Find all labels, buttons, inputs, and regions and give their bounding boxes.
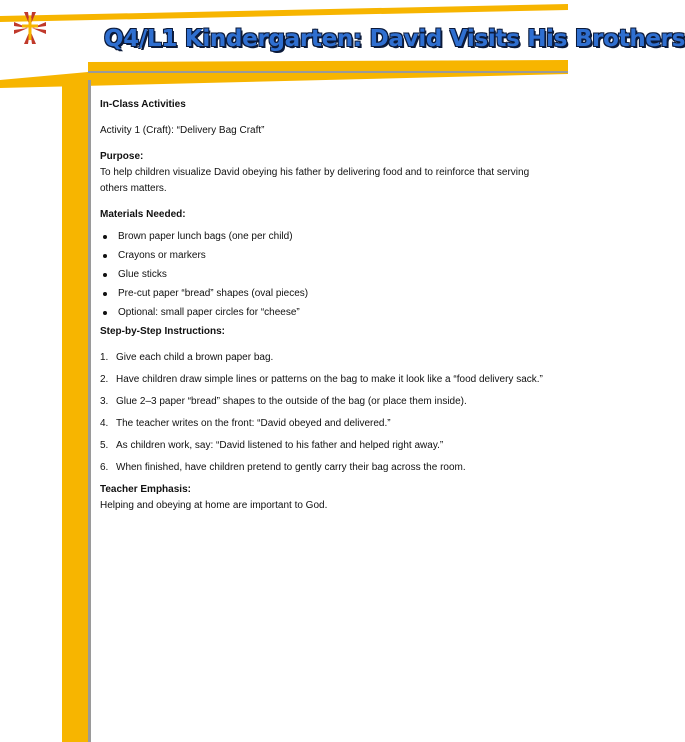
list-item [100, 416, 548, 432]
materials-label: Materials Needed: [100, 209, 186, 220]
steps-list [100, 350, 548, 476]
step-text: Glue 2–3 paper “bread” shapes to the outside of the bag (or place them inside). [116, 396, 467, 407]
purpose-label: Purpose: [100, 151, 144, 162]
step-number: 6. [100, 462, 109, 473]
step-text: Give each child a brown paper bag. [116, 352, 274, 363]
step-text: The teacher writes on the front: “David obeyed and delivered.” [116, 418, 391, 429]
activity-title: Activity 1 (Craft): “Delivery Bag Craft” [100, 125, 265, 136]
purpose-text: To help children visualize David obeying his father by delivering food and to reinforce that serving others matters. [100, 167, 530, 194]
list-item [100, 372, 548, 388]
step-text: As children work, say: “David listened to his father and helped right away.” [116, 440, 444, 451]
list-item: Glue sticks [100, 267, 548, 283]
emphasis-text: Helping and obeying at home are important to God. [100, 500, 328, 511]
list-item: Optional: small paper circles for “cheese” [100, 305, 548, 321]
list-item [100, 350, 548, 366]
step-number: 5. [100, 440, 109, 451]
step-text: When finished, have children pretend to gently carry their bag across the room. [116, 462, 466, 473]
list-item: Pre-cut paper “bread” shapes (oval pieces) [100, 286, 548, 302]
step-text: Have children draw simple lines or patterns on the bag to make it look like a “food delivery sack.” [116, 374, 543, 385]
emphasis-label: Teacher Emphasis: [100, 484, 191, 495]
page-title: Q4/L1 Kindergarten: David Visits His Brothers [104, 26, 685, 52]
list-item [100, 438, 548, 454]
list-item [100, 460, 548, 476]
materials-list [100, 229, 548, 321]
step-number: 3. [100, 396, 109, 407]
church-cross-logo-icon [12, 10, 48, 46]
step-number: 1. [100, 352, 109, 363]
list-item: Brown paper lunch bags (one per child) [100, 229, 548, 245]
lesson-content [100, 97, 548, 514]
list-item [100, 394, 548, 410]
cross-vertical-band [62, 80, 91, 742]
step-number: 4. [100, 418, 109, 429]
steps-label: Step-by-Step Instructions: [100, 326, 226, 337]
section-title: In-Class Activities [100, 99, 186, 110]
list-item: Crayons or markers [100, 248, 548, 264]
step-number: 2. [100, 374, 109, 385]
